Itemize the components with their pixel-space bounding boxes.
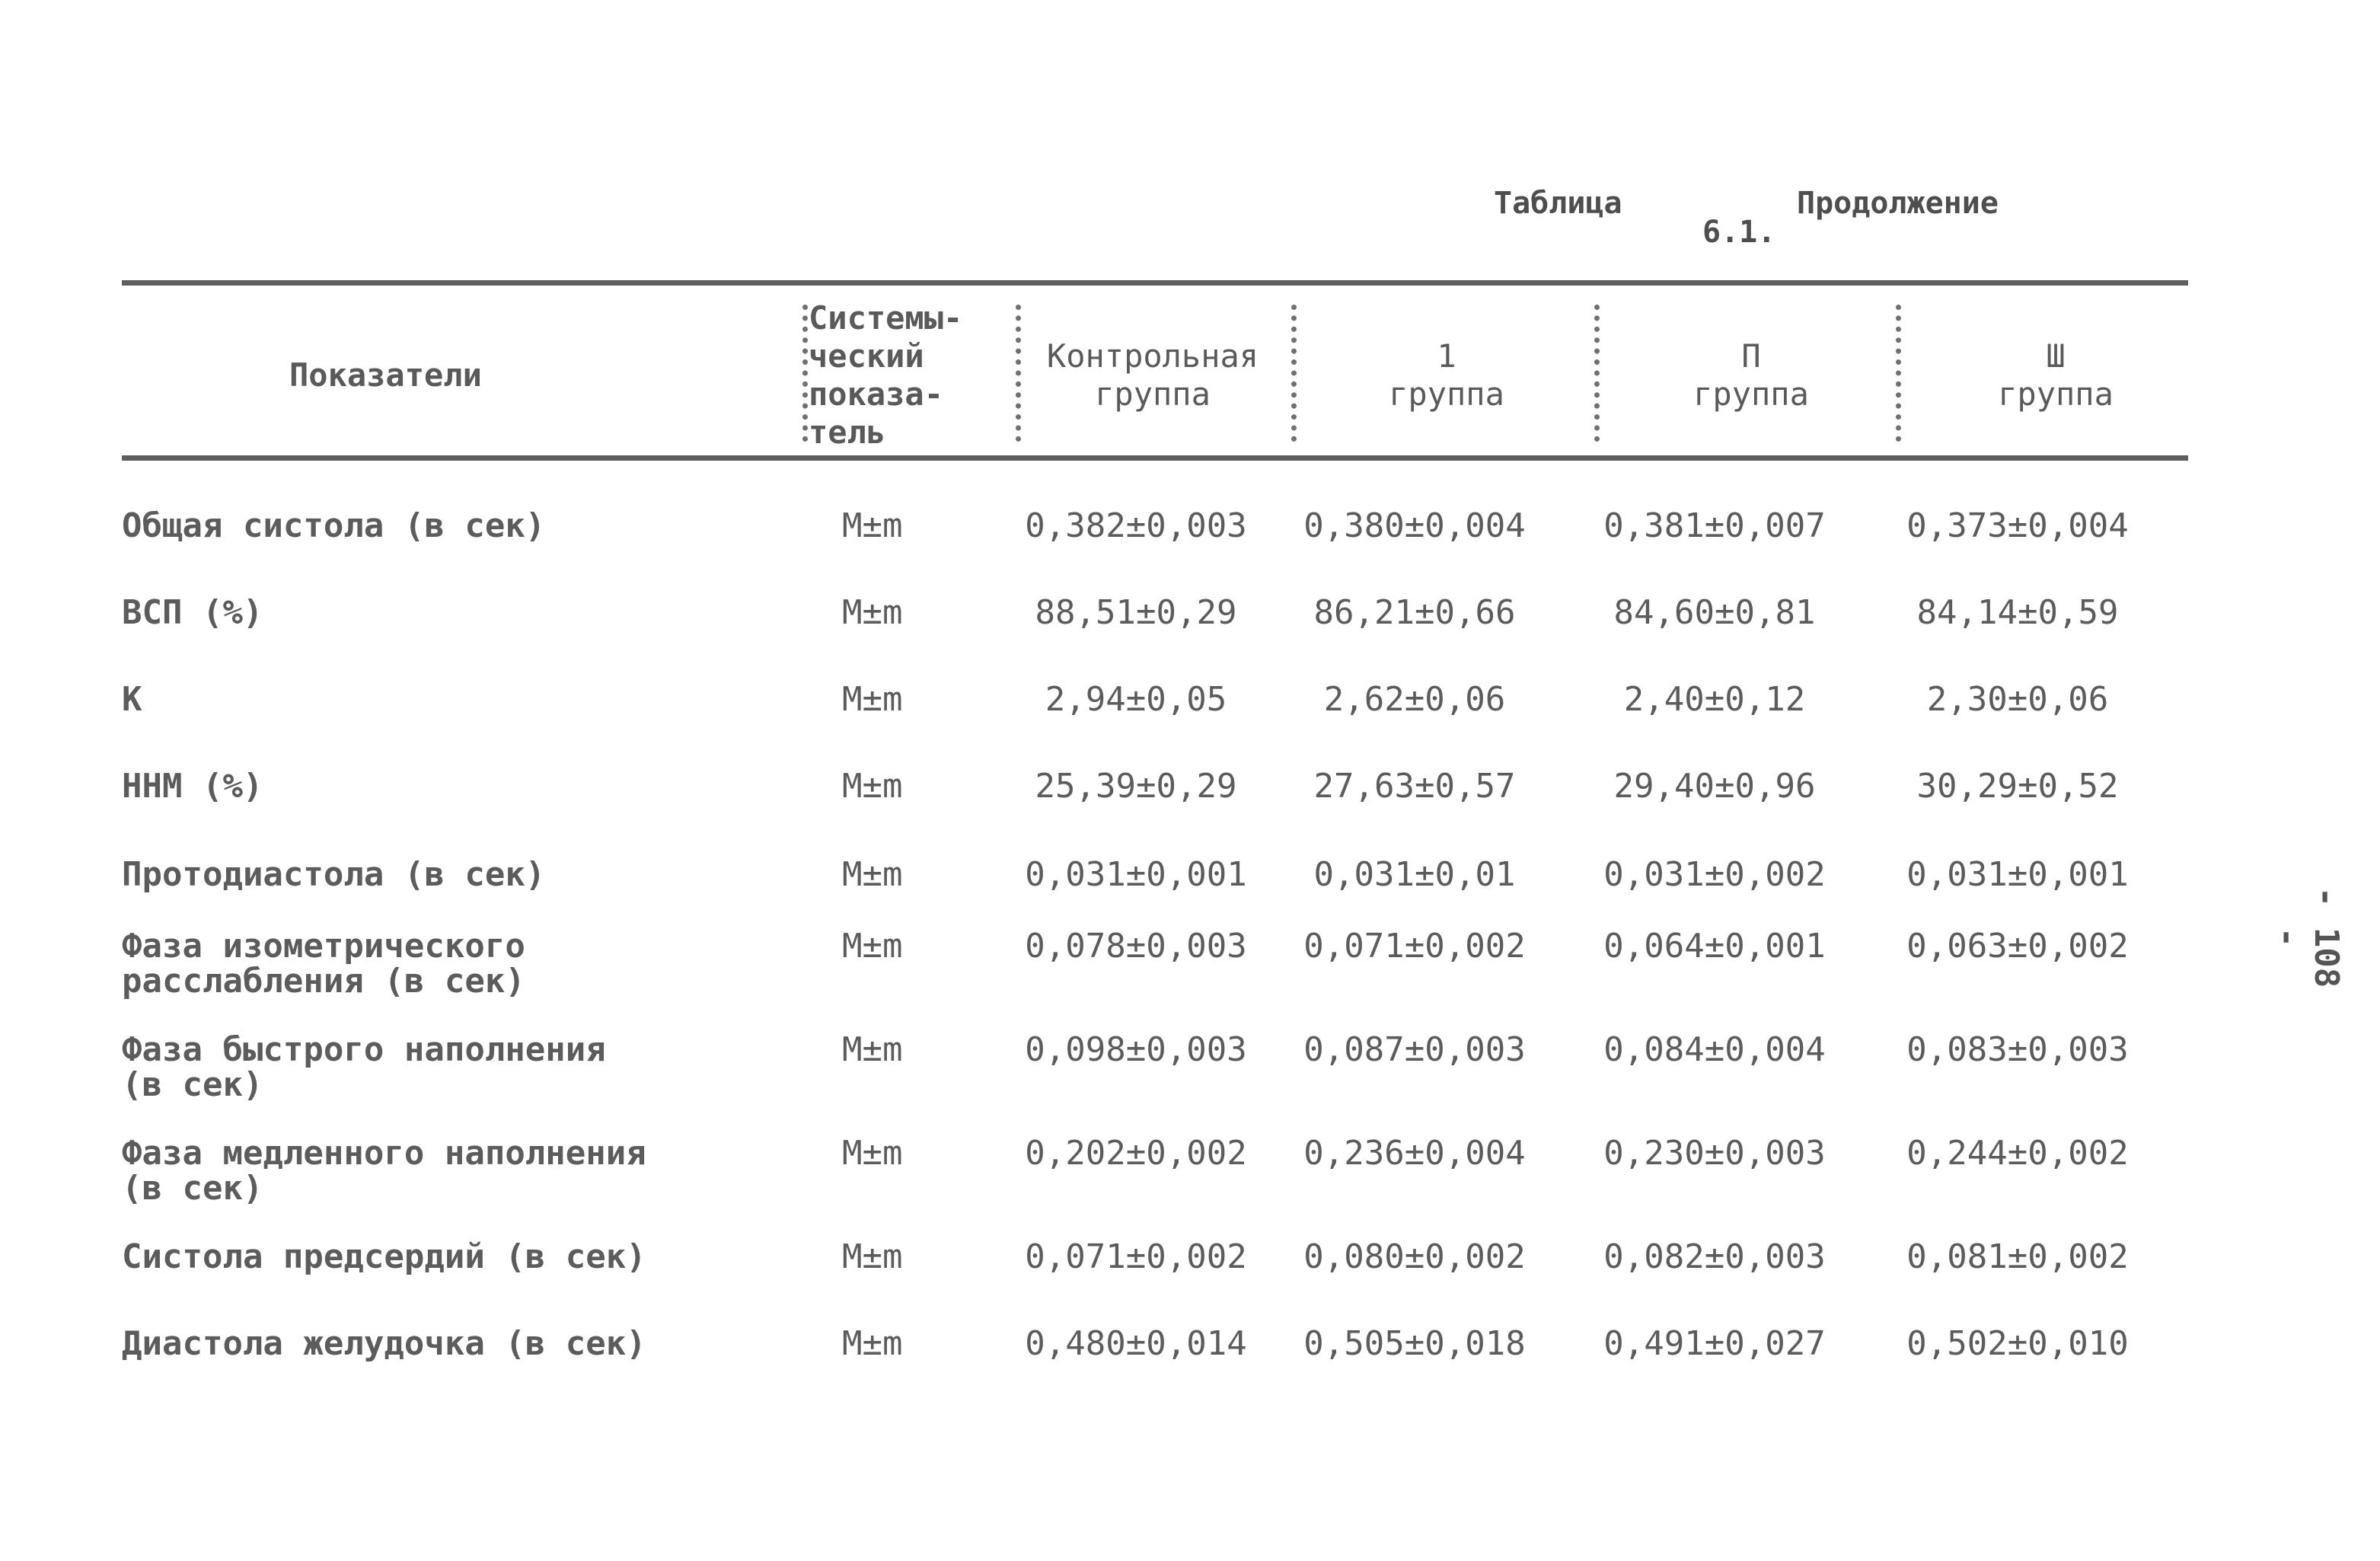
table-caption-number: 6.1. bbox=[1702, 215, 1776, 250]
row-label: Фаза изометрического расслабления (в сек) bbox=[122, 927, 525, 1001]
table-caption-word: Таблица bbox=[1494, 186, 1622, 221]
row-label: Фаза медленного наполнения (в сек) bbox=[122, 1134, 646, 1208]
header-group-1-line-2: группа bbox=[1389, 375, 1504, 413]
row-group-2-value: 0,031±0,002 bbox=[1603, 855, 1826, 894]
header-control-group bbox=[1023, 305, 1282, 446]
row-label: ВСП (%) bbox=[122, 593, 263, 632]
row-group-2-value: 0,381±0,007 bbox=[1603, 506, 1826, 545]
row-control-value: 88,51±0,29 bbox=[1035, 593, 1237, 632]
header-group-2 bbox=[1606, 305, 1896, 446]
row-stat: M±m bbox=[842, 927, 903, 966]
header-divider-1 bbox=[802, 305, 808, 442]
row-label: ННМ (%) bbox=[122, 767, 263, 806]
header-group-3 bbox=[1911, 305, 2200, 446]
row-label: К bbox=[122, 680, 142, 719]
table-top-rule bbox=[122, 280, 2188, 286]
row-control-value: 0,382±0,003 bbox=[1025, 506, 1247, 545]
row-group-1-value: 0,087±0,003 bbox=[1303, 1030, 1526, 1069]
header-control-line-2: группа bbox=[1095, 375, 1211, 413]
row-group-3-value: 84,14±0,59 bbox=[1916, 593, 2119, 632]
row-group-1-value: 0,071±0,002 bbox=[1303, 927, 1526, 966]
row-group-1-value: 0,031±0,01 bbox=[1313, 855, 1516, 894]
table-header-rule bbox=[122, 455, 2188, 461]
header-divider-3 bbox=[1291, 305, 1297, 442]
page-number-text: - 108 - bbox=[2268, 886, 2346, 988]
row-group-3-value: 0,244±0,002 bbox=[1906, 1134, 2129, 1173]
row-group-2-value: 2,40±0,12 bbox=[1623, 680, 1806, 719]
row-group-3-value: 0,083±0,003 bbox=[1906, 1030, 2129, 1069]
row-control-value: 0,071±0,002 bbox=[1025, 1237, 1247, 1276]
row-control-value: 0,078±0,003 bbox=[1025, 927, 1247, 966]
header-systolic-indicator bbox=[809, 299, 1011, 451]
header-control-line-1: Контрольная bbox=[1046, 337, 1259, 375]
row-stat: M±m bbox=[842, 1030, 903, 1069]
row-stat: M±m bbox=[842, 767, 903, 806]
header-group-1 bbox=[1302, 305, 1591, 446]
row-group-1-value: 0,505±0,018 bbox=[1303, 1324, 1526, 1363]
row-control-value: 0,031±0,001 bbox=[1025, 855, 1247, 894]
page-number bbox=[2268, 853, 2346, 988]
header-divider-4 bbox=[1594, 305, 1600, 442]
header-systolic-line-2: ческий bbox=[809, 337, 924, 375]
header-group-3-line-2: группа bbox=[1998, 375, 2114, 413]
header-divider-5 bbox=[1896, 305, 1901, 442]
row-label: Общая систола (в сек) bbox=[122, 506, 546, 545]
row-stat: M±m bbox=[842, 1134, 903, 1173]
row-group-2-value: 29,40±0,96 bbox=[1613, 767, 1816, 806]
row-control-value: 0,480±0,014 bbox=[1025, 1324, 1247, 1363]
header-indicators bbox=[122, 305, 807, 446]
table-caption-continuation: Продолжение bbox=[1797, 186, 1999, 221]
header-systolic-line-3: показа- bbox=[809, 375, 944, 413]
row-label: Протодиастола (в сек) bbox=[122, 855, 546, 894]
row-group-3-value: 0,063±0,002 bbox=[1906, 927, 2129, 966]
row-stat: M±m bbox=[842, 506, 903, 545]
row-control-value: 2,94±0,05 bbox=[1045, 680, 1227, 719]
header-group-2-line-1: П bbox=[1741, 337, 1761, 375]
row-control-value: 0,098±0,003 bbox=[1025, 1030, 1247, 1069]
header-group-1-line-1: 1 bbox=[1437, 337, 1456, 375]
header-indicators-label: Показатели bbox=[289, 356, 482, 394]
row-group-1-value: 86,21±0,66 bbox=[1313, 593, 1516, 632]
row-stat: M±m bbox=[842, 855, 903, 894]
row-group-3-value: 0,081±0,002 bbox=[1906, 1237, 2129, 1276]
row-control-value: 0,202±0,002 bbox=[1025, 1134, 1247, 1173]
row-stat: M±m bbox=[842, 593, 903, 632]
row-stat: M±m bbox=[842, 680, 903, 719]
row-stat: M±m bbox=[842, 1324, 903, 1363]
header-systolic-line-4: тель bbox=[809, 413, 886, 451]
row-group-2-value: 0,084±0,004 bbox=[1603, 1030, 1826, 1069]
header-divider-2 bbox=[1016, 305, 1021, 442]
row-group-3-value: 30,29±0,52 bbox=[1916, 767, 2119, 806]
header-group-3-line-1: Ш bbox=[2046, 337, 2066, 375]
row-group-2-value: 84,60±0,81 bbox=[1613, 593, 1816, 632]
row-group-3-value: 2,30±0,06 bbox=[1926, 680, 2109, 719]
row-group-1-value: 0,380±0,004 bbox=[1303, 506, 1526, 545]
row-stat: M±m bbox=[842, 1237, 903, 1276]
row-group-1-value: 2,62±0,06 bbox=[1323, 680, 1506, 719]
row-group-1-value: 0,080±0,002 bbox=[1303, 1237, 1526, 1276]
row-group-2-value: 0,064±0,001 bbox=[1603, 927, 1826, 966]
row-group-3-value: 0,373±0,004 bbox=[1906, 506, 2129, 545]
row-control-value: 25,39±0,29 bbox=[1035, 767, 1237, 806]
row-group-3-value: 0,502±0,010 bbox=[1906, 1324, 2129, 1363]
row-group-1-value: 27,63±0,57 bbox=[1313, 767, 1516, 806]
row-label: Диастола желудочка (в сек) bbox=[122, 1324, 646, 1363]
row-label: Фаза быстрого наполнения (в сек) bbox=[122, 1030, 606, 1104]
header-group-2-line-2: группа bbox=[1693, 375, 1809, 413]
row-group-2-value: 0,491±0,027 bbox=[1603, 1324, 1826, 1363]
header-systolic-line-1: Системы- bbox=[809, 299, 963, 337]
row-group-2-value: 0,230±0,003 bbox=[1603, 1134, 1826, 1173]
row-group-1-value: 0,236±0,004 bbox=[1303, 1134, 1526, 1173]
row-group-3-value: 0,031±0,001 bbox=[1906, 855, 2129, 894]
row-label: Систола предсердий (в сек) bbox=[122, 1237, 646, 1276]
row-group-2-value: 0,082±0,003 bbox=[1603, 1237, 1826, 1276]
